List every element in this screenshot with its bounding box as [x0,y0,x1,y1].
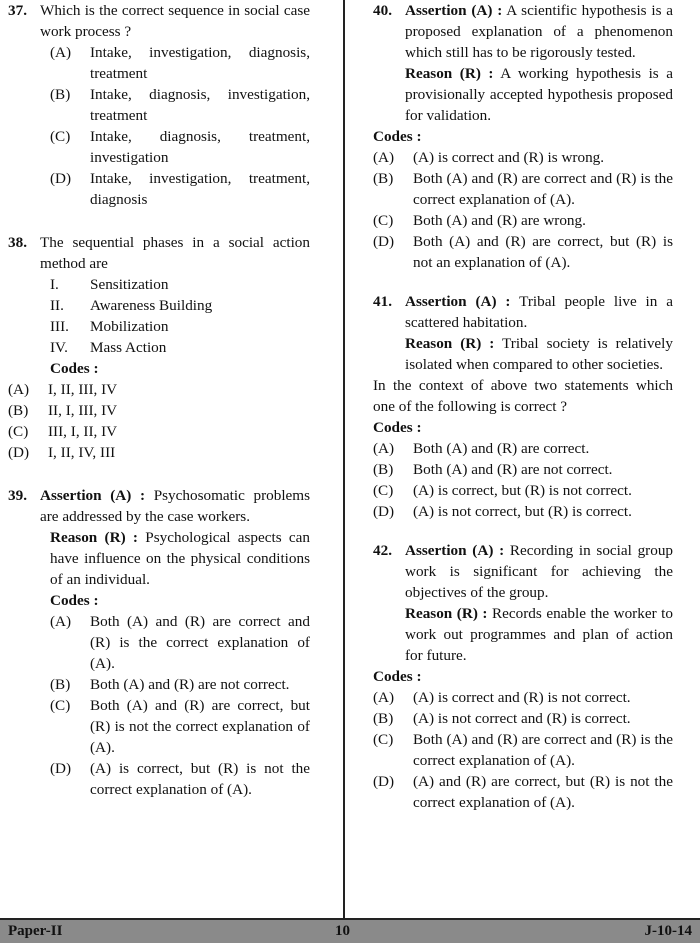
option-key: (C) [50,697,71,714]
question-text: The sequential phases in a social action method are [40,234,310,272]
option-d [8,442,310,463]
option-a [50,611,310,674]
phase-item [8,337,310,358]
option-d [50,758,310,800]
option-text: Intake, investigation, treatment, diagnosis [90,170,310,208]
codes-label: Codes : [50,592,99,609]
reason-text: Psychological aspects can have influence on the physical conditions of an individual. [50,529,311,588]
option-c [8,421,310,442]
option-key: (D) [8,444,30,461]
option-text: Both (A) and (R) are wrong. [413,212,586,229]
option-text: Intake, diagnosis, investigation, treatment [90,86,310,124]
assertion-text: A scientific hypothesis is a proposed explanation of a phenomenon which still has to be rigorously tested. [405,2,673,61]
option-key: (A) [373,689,395,706]
options [8,611,310,800]
reason-label: Reason (R) : [405,65,494,82]
assertion-label: Assertion (A) : [405,2,503,19]
option-text: (A) and (R) are correct, but (R) is not the correct explanation of (A). [413,773,673,811]
item-text: Awareness Building [90,297,213,314]
codes-label: Codes : [373,419,422,436]
footer-code: J-10-14 [644,923,692,939]
item-key: III. [50,318,69,335]
option-text: (A) is correct, but (R) is not correct. [413,482,632,499]
option-text: II, I, III, IV [48,402,118,419]
item-key: I. [50,276,59,293]
phase-item [8,274,310,295]
options [373,687,673,813]
option-c [50,695,310,758]
question-40 [373,0,673,273]
question-number: 38. [8,234,27,251]
option-b [8,400,310,421]
option-text: Both (A) and (R) are not correct. [413,461,613,478]
option-key: (B) [50,86,71,103]
question-number: 37. [8,2,27,19]
option-a [373,687,673,708]
question-number: 40. [373,2,392,19]
codes-label: Codes : [50,360,99,377]
item-text: Mass Action [90,339,167,356]
option-text: Intake, diagnosis, treatment, investigation [90,128,310,166]
assertion-text: Psychosomatic problems are addressed by the case workers. [40,487,310,525]
question-text: Which is the correct sequence in social case work process ? [40,2,310,40]
options [8,42,310,210]
options [373,147,673,273]
option-key: (A) [50,613,72,630]
assertion-block [40,485,310,527]
item-text: Sensitization [90,276,169,293]
reason-label: Reason (R) : [405,605,488,622]
option-a [8,379,310,400]
option-text: Both (A) and (R) are correct, but (R) is not an explanation of (A). [413,233,673,271]
question-number: 39. [8,487,27,504]
option-text: Both (A) and (R) are correct, but (R) is not the correct explanation of (A). [90,697,310,756]
option-c [373,210,673,231]
option-d [373,501,673,522]
options [8,379,310,463]
option-key: (A) [373,440,395,457]
question-41 [373,291,673,522]
item-text: Mobilization [90,318,169,335]
question-number: 41. [373,293,392,310]
left-column [8,0,310,814]
option-key: (B) [373,461,394,478]
option-key: (D) [373,773,395,790]
codes-label: Codes : [373,668,422,685]
option-key: (D) [50,760,72,777]
option-a [373,147,673,168]
option-key: (B) [373,710,394,727]
option-key: (D) [373,233,395,250]
footer-paper-label: Paper-II [8,923,63,939]
assertion-label: Assertion (A) : [405,542,505,559]
reason-text: Records enable the worker to work out programmes and plan of action for future. [405,605,673,664]
option-key: (C) [50,128,71,145]
assertion-text: Recording in social group work is significant for achieving the objectives of the group. [405,542,674,601]
option-b [50,674,310,695]
option-key: (D) [50,170,72,187]
option-text: Both (A) and (R) are correct and (R) is the correct explanation of (A). [413,170,673,208]
reason-block [8,527,310,590]
option-a [373,438,673,459]
context-text: In the context of above two statements which one of the following is correct ? [373,377,673,415]
question-39 [8,485,310,800]
reason-label: Reason (R) : [50,529,138,546]
assertion-label: Assertion (A) : [40,487,146,504]
option-key: (B) [8,402,29,419]
question-number: 42. [373,542,392,559]
assertion-block [405,291,673,333]
codes-label: Codes : [373,128,422,145]
option-c [373,729,673,771]
option-text: Both (A) and (R) are correct and (R) is the correct explanation of (A). [90,613,310,672]
question-42 [373,540,673,813]
option-key: (C) [8,423,29,440]
reason-block [373,63,673,126]
option-text: I, II, IV, III [48,444,116,461]
assertion-label: Assertion (A) : [405,293,511,310]
item-key: II. [50,297,64,314]
option-c [50,126,310,168]
option-key: (A) [50,44,72,61]
option-d [373,771,673,813]
option-text: Both (A) and (R) are not correct. [90,676,290,693]
phase-item [8,295,310,316]
option-text: Intake, investigation, diagnosis, treatment [90,44,310,82]
item-key: IV. [50,339,68,356]
option-text: (A) is correct and (R) is not correct. [413,689,631,706]
option-text: Both (A) and (R) are correct. [413,440,590,457]
assertion-text: Tribal people live in a scattered habitation. [405,293,673,331]
option-key: (C) [373,731,394,748]
option-key: (C) [373,482,394,499]
column-divider [343,0,345,918]
option-text: (A) is correct and (R) is wrong. [413,149,605,166]
page-number: 10 [335,923,350,939]
option-text: I, II, III, IV [48,381,118,398]
option-text: (A) is not correct and (R) is correct. [413,710,631,727]
option-b [373,708,673,729]
option-text: (A) is not correct, but (R) is correct. [413,503,632,520]
assertion-block [405,540,673,603]
option-b [373,168,673,210]
phase-item [8,316,310,337]
option-text: III, I, II, IV [48,423,118,440]
assertion-block [405,0,673,63]
reason-text: Tribal society is relatively isolated when compared to other societies. [405,335,673,373]
options [373,438,673,522]
page-footer [0,918,700,943]
reason-block [373,603,673,666]
option-text: Both (A) and (R) are correct and (R) is the correct explanation of (A). [413,731,673,769]
option-key: (B) [50,676,71,693]
right-column [373,0,673,827]
option-a [50,42,310,84]
reason-label: Reason (R) : [405,335,495,352]
option-text: (A) is correct, but (R) is not the correct explanation of (A). [90,760,310,798]
option-d [373,231,673,273]
option-key: (C) [373,212,394,229]
option-c [373,480,673,501]
option-key: (D) [373,503,395,520]
option-key: (B) [373,170,394,187]
reason-block [373,333,673,375]
option-key: (A) [8,381,30,398]
question-38 [8,232,310,463]
question-37 [8,0,310,210]
option-b [373,459,673,480]
option-d [50,168,310,210]
option-b [50,84,310,126]
option-key: (A) [373,149,395,166]
reason-text: A working hypothesis is a provisionally accepted hypothesis proposed for validation. [405,65,673,124]
